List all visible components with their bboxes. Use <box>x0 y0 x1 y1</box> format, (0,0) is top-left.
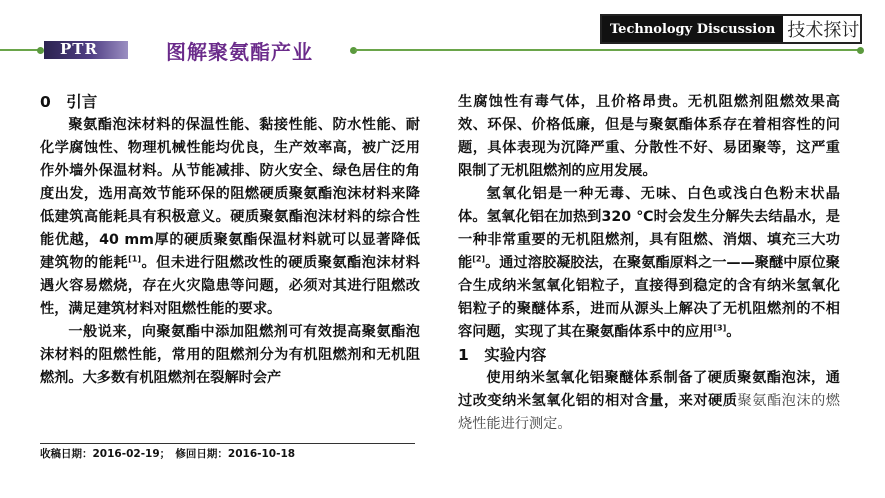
article-column-left <box>40 91 420 390</box>
paragraph-1-text-a: 聚氨酯泡沫材料的保温性能、黏接性能、防水性能、耐化学腐蚀性、物理机械性能均优良，生产效率高，被广泛用作外墙外保温材料。从节能减排、防火安全、绿色居住的角度出发，选用高效节能环保的阻燃硬质聚氨酯泡沫材料来降低建筑高能耗具有积极意义。硬质聚氨酯泡沫材料的综合性能优越，40 mm厚的硬质聚氨酯保温材料就可以显著降低建筑物的能耗 <box>40 117 420 271</box>
tag-english: Technology Discussion <box>602 16 783 42</box>
journal-tag: PTR <box>60 40 98 58</box>
heading-introduction: 0 引言 <box>40 93 98 111</box>
paragraph-3-text-a: 氢氧化铝是一种无毒、无味、白色或浅白色粉末状晶体。氢氧化铝在加热到320 ℃时会发生分解失去结晶水，是一种非常重要的无机阻燃剂，具有阻燃、消烟、填充三大功能 <box>458 186 840 271</box>
technology-discussion-tag <box>600 14 862 44</box>
paragraph-1 <box>40 114 420 321</box>
rule-dot-left <box>37 47 44 54</box>
header-rule-left <box>0 49 40 51</box>
paragraph-3 <box>458 183 840 344</box>
paragraph-2: 一般说来，向聚氨酯中添加阻燃剂可有效提高聚氨酯泡沫材料的阻燃性能，常用的阻燃剂分为有机阻燃剂和无机阻燃剂。大多数有机阻燃剂在裂解时会产 <box>40 324 420 386</box>
header-rule-right <box>355 49 860 51</box>
citation-2: [2] <box>472 254 486 264</box>
section-title: 图解聚氨酯产业 <box>166 40 313 64</box>
paragraph-4-text-a: 使用纳米氢氧化铝聚醚体系制备了硬质聚氨酯泡沫，通过改变纳米氢氧化铝的相对含量，来对硬质 <box>458 370 840 409</box>
rule-dot-right <box>857 47 864 54</box>
received-dates-footnote: 收稿日期：2016-02-19； 修回日期：2016-10-18 <box>40 448 296 460</box>
heading-experiment: 1 实验内容 <box>458 346 547 364</box>
paragraph-2-continued: 生腐蚀性有毒气体，且价格昂贵。无机阻燃剂阻燃效果高效、环保、价格低廉，但是与聚氨酯体系存在着相容性的问题，具体表现为沉降严重、分散性不好、易团聚等，这严重限制了无机阻燃剂的应用发展。 <box>458 94 840 179</box>
article-column-right <box>458 91 840 436</box>
paragraph-3-text-c: 。 <box>726 324 741 340</box>
paragraph-3-text-b: 。通过溶胶凝胶法，在聚氨酯原料之一——聚醚中原位聚合生成纳米氢氧化铝粒子，直接得到稳定的含有纳米氢氧化铝粒子的聚醚体系，进而从源头上解决了无机阻燃剂的不相容问题，实现了其在聚氨酯体系中的应用 <box>458 255 840 340</box>
paragraph-4 <box>458 367 840 436</box>
footnote-rule <box>40 443 415 444</box>
citation-3: [3] <box>713 323 727 333</box>
tag-chinese: 技术探讨 <box>787 20 860 41</box>
citation-1: [1] <box>128 254 141 264</box>
paragraph-4-text-b: 聚氨酯泡沫的燃烧性能进行测定。 <box>458 393 840 432</box>
paragraph-1-text-b: 。但未进行阻燃改性的硬质聚氨酯泡沫材料遇火容易燃烧，存在火灾隐患等问题，必须对其进行阻燃改性，满足建筑材料对阻燃性能的要求。 <box>40 255 420 317</box>
